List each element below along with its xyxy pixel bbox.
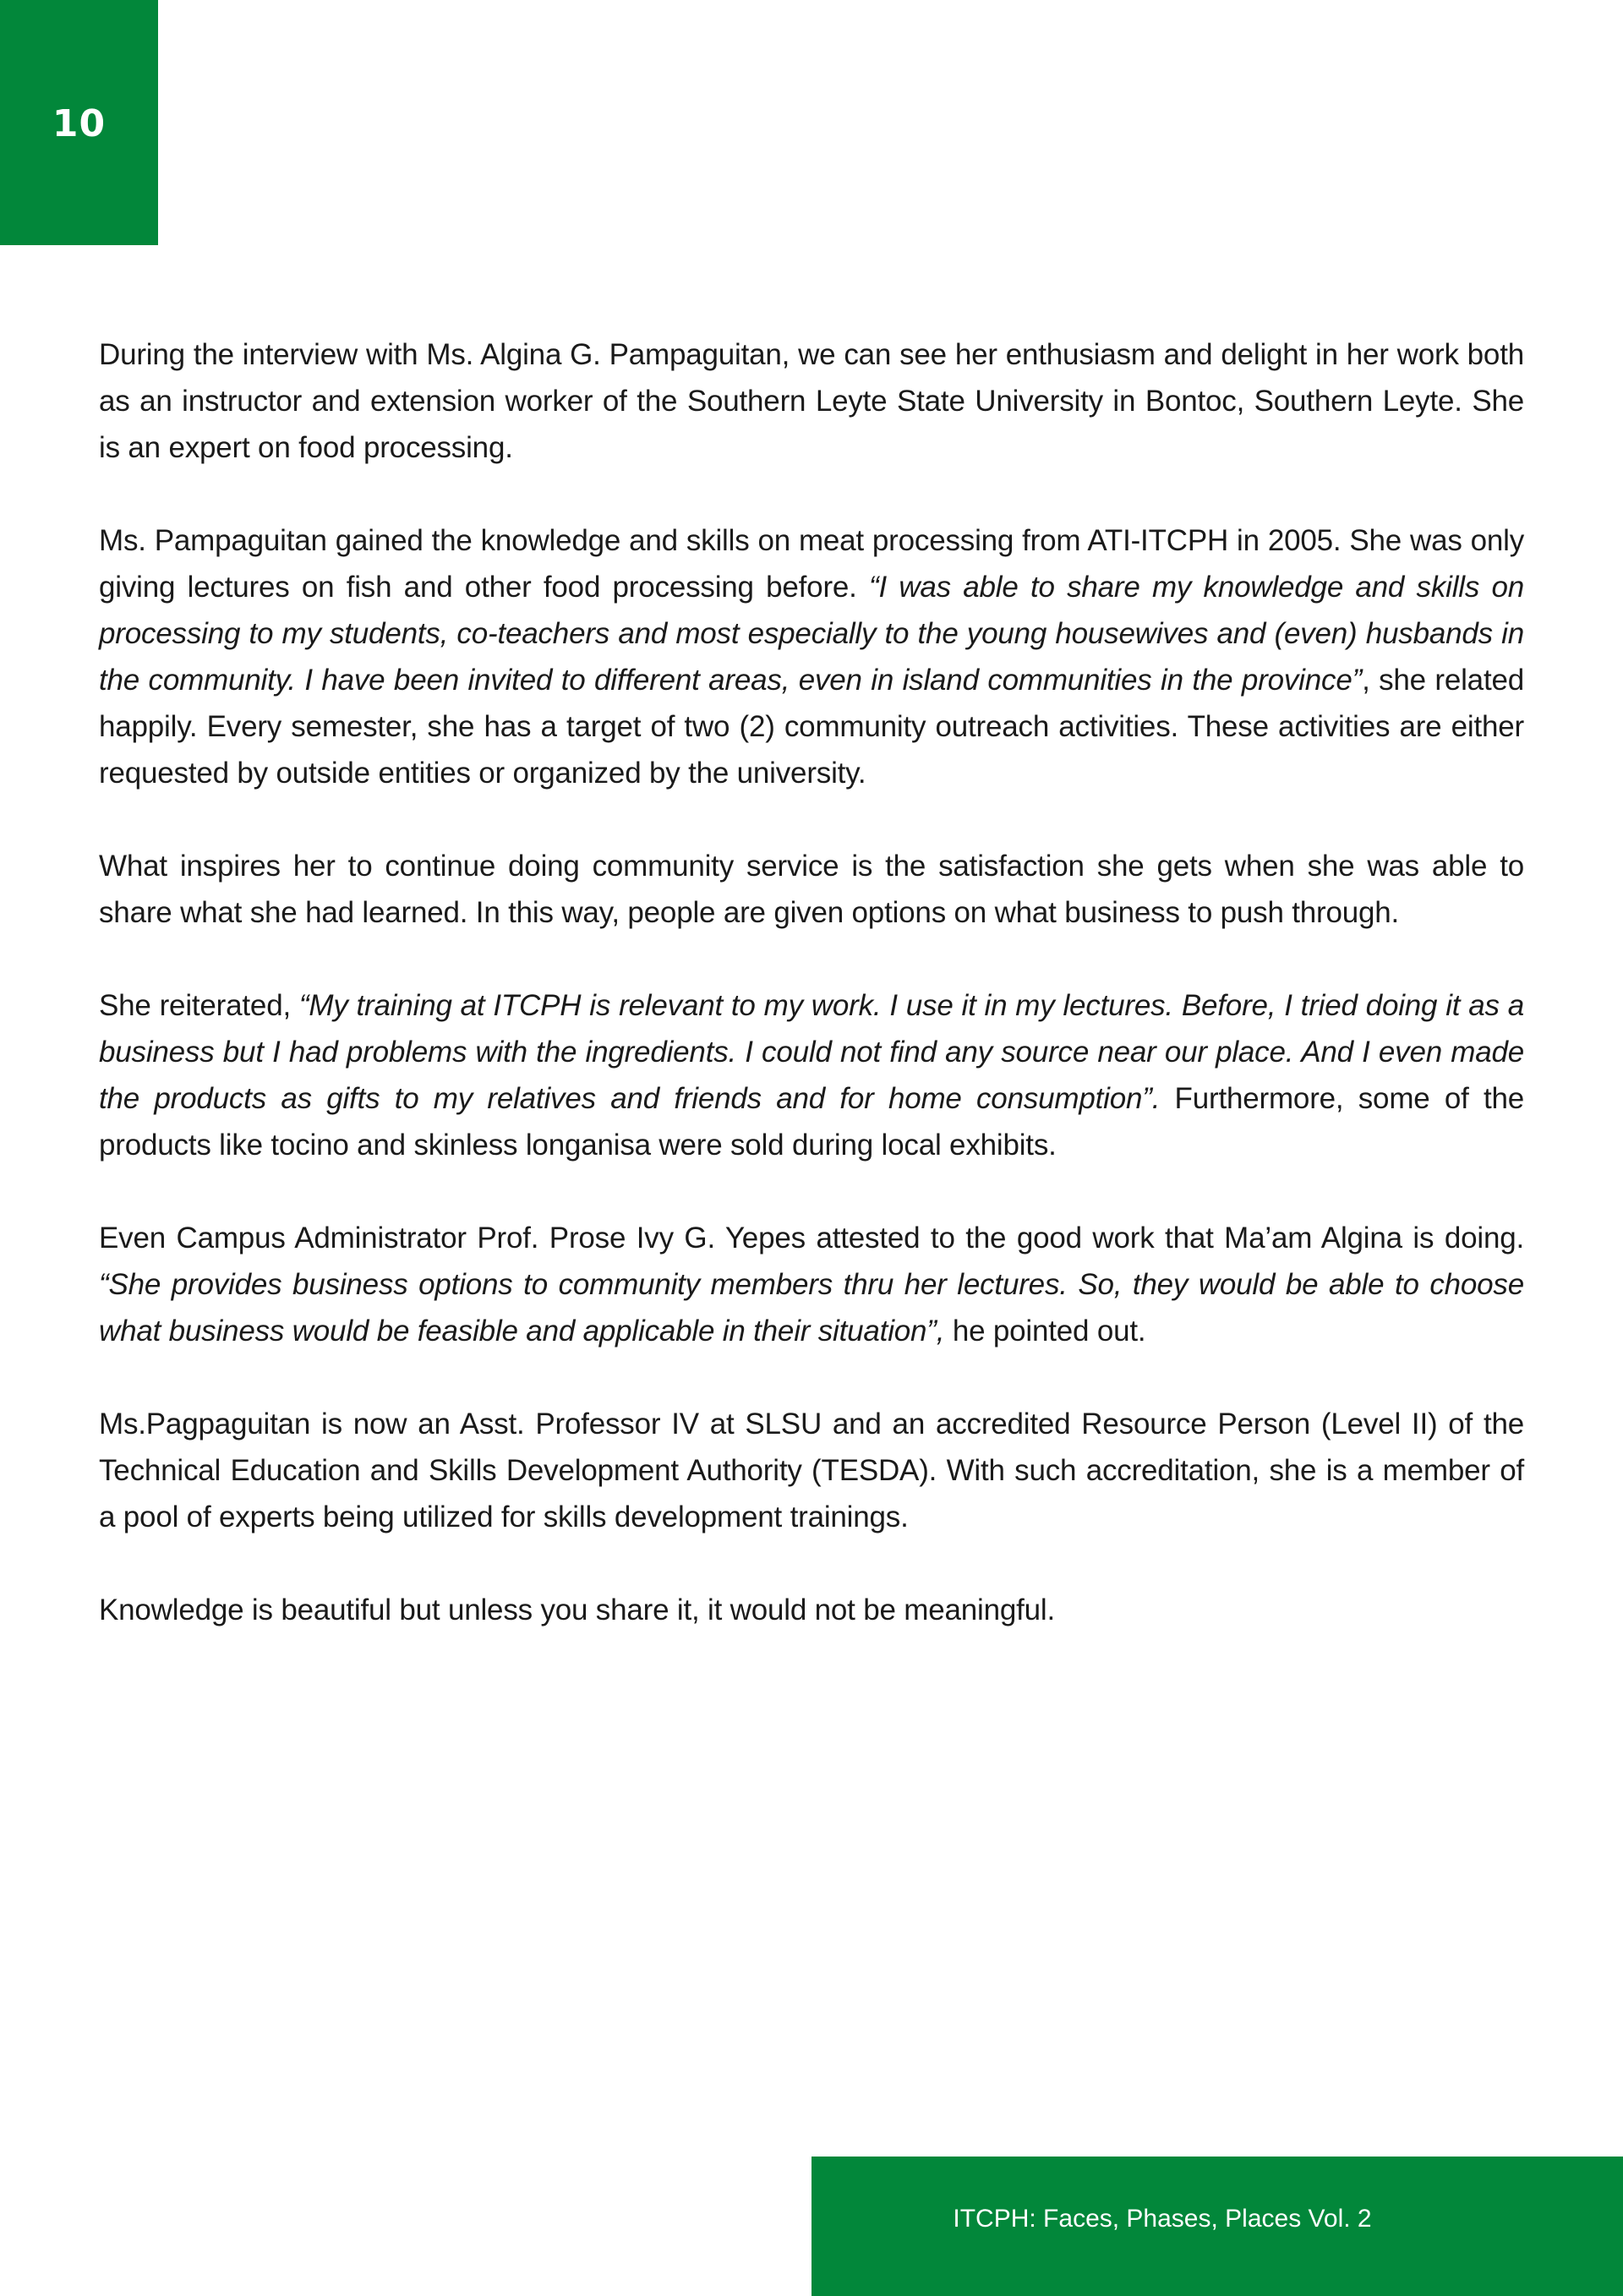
quote-text: “I was able to share my knowledge and skills on processing to my students, co-teachers and most especially to the young housewives and (even) husbands in the community. I have been invited to different areas, even in island communities in the province” — [99, 571, 1524, 697]
paragraph-current-position — [99, 1401, 1524, 1540]
paragraph-text: Knowledge is beautiful but unless you share it, it would not be meaningful. — [99, 1594, 1055, 1626]
paragraph-closing — [99, 1587, 1524, 1633]
paragraph-text: She reiterated, — [99, 989, 299, 1022]
paragraph-training-background — [99, 517, 1524, 796]
paragraph-text: Furthermore, some of the products like tocino and skinless longanisa were sold during local exhibits. — [99, 1082, 1525, 1162]
paragraph-text: he pointed out. — [944, 1315, 1146, 1348]
paragraph-text: Even Campus Administrator Prof. Prose Ivy G. Yepes attested to the good work that Ma’am Algina is doing. — [99, 1222, 1524, 1255]
footer-bar — [812, 2157, 1623, 2296]
paragraph-text: Ms. Pampaguitan gained the knowledge and skills on meat processing from ATI-ITCPH in 2005. She was only giving lectures on fish and other food processing before. — [99, 524, 1524, 604]
page-number: 10 — [52, 101, 107, 145]
quote-text: “My training at ITCPH is relevant to my work. I use it in my lectures. Before, I tried doing it as a business but I had problems with the ingredients. I could not find any source near our place. And I even made the products as gifts to my relatives and friends and for home consumption”. — [99, 989, 1525, 1115]
paragraph-text: Ms.Pagpaguitan is now an Asst. Professor IV at SLSU and an accredited Resource Person (Level II) of the Technical Education and Skills Development Authority (TESDA). With such accreditation, she is a member of a pool of experts being utilized for skills development trainings. — [99, 1408, 1524, 1533]
publication-title: ITCPH: Faces, Phases, Places Vol. 2 — [953, 2205, 1372, 2233]
paragraph-text: During the interview with Ms. Algina G. Pampaguitan, we can see her enthusiasm and delight in her work both as an instructor and extension worker of the Southern Leyte State University in Bontoc, Southern Leyte. She is an expert on food processing. — [99, 338, 1524, 464]
paragraph-reiteration — [99, 982, 1524, 1168]
paragraph-text: , she related happily. Every semester, she has a target of two (2) community outreach activities. These activities are either requested by outside entities or organized by the university. — [99, 664, 1524, 790]
paragraph-text: What inspires her to continue doing community service is the satisfaction she gets when she was able to share what she had learned. In this way, people are given options on what business to push through. — [99, 850, 1524, 929]
article-body — [99, 331, 1524, 1680]
paragraph-administrator-testimony — [99, 1215, 1524, 1354]
paragraph-inspiration — [99, 843, 1524, 936]
quote-text: “She provides business options to community members thru her lectures. So, they would be able to choose what business would be feasible and applicable in their situation”, — [99, 1268, 1524, 1348]
page-number-badge — [0, 0, 158, 245]
paragraph-intro — [99, 331, 1524, 471]
